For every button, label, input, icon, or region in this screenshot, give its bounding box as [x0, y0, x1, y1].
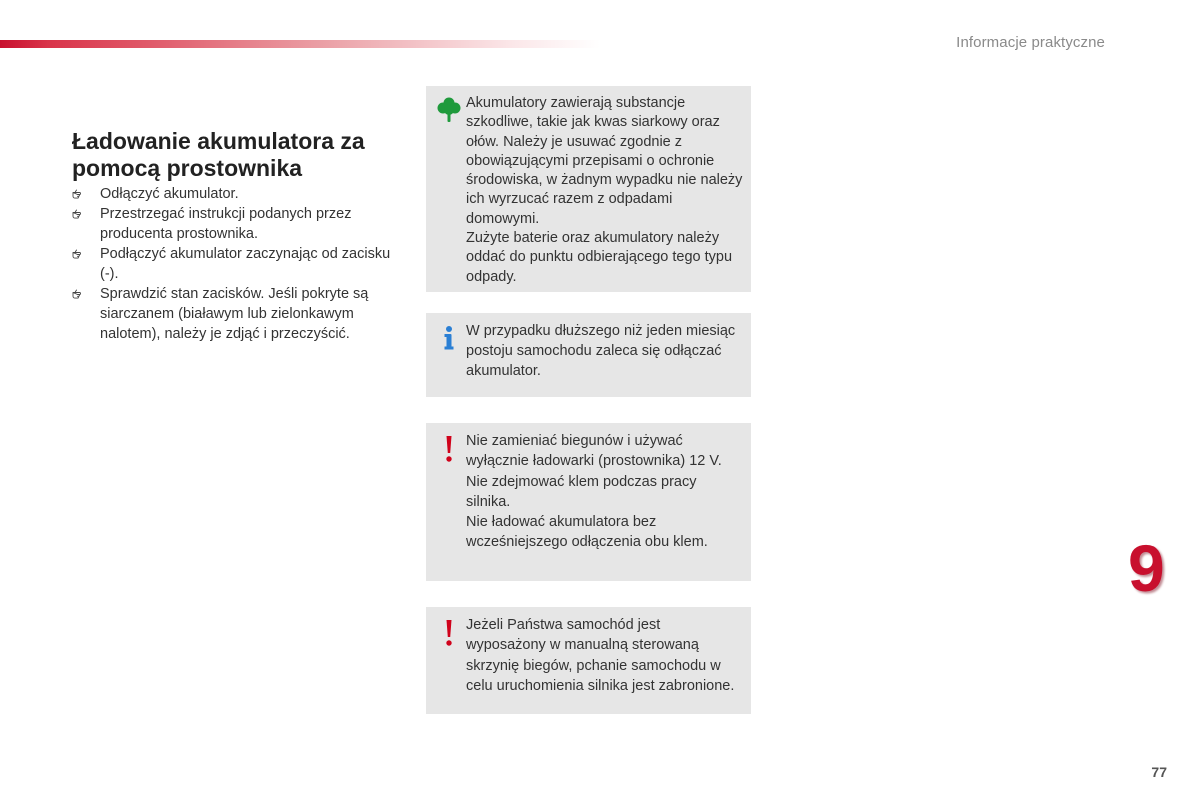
warning-note-paragraph: Nie zamieniać biegunów i używać wyłącznie ładowarki (prostownika) 12 V.: [466, 433, 722, 470]
procedure-step: [72, 184, 402, 204]
info-note: [426, 313, 751, 397]
pointing-hand-icon: [72, 288, 84, 300]
chapter-number: 9: [1128, 531, 1165, 605]
procedure-step-text: Przestrzegać instrukcji podanych przez producenta prostownika.: [100, 206, 352, 242]
exclamation-icon: [436, 619, 462, 649]
procedure-step-text: Podłączyć akumulator zaczynając od zacisku (-).: [100, 246, 391, 282]
environment-note-paragraph: Zużyte baterie oraz akumulatory należy oddać do punktu odbierającego tego typu odpady.: [466, 230, 733, 285]
header-accent-bar: [0, 40, 600, 48]
page-title-line2: pomocą prostownika: [72, 155, 303, 181]
procedure-step: [72, 284, 402, 344]
page-title-line1: Ładowanie akumulatora za: [72, 128, 365, 154]
tree-icon: [436, 96, 462, 126]
procedure-step-text: Odłączyć akumulator.: [100, 186, 239, 202]
info-note-text: W przypadku dłuższego niż jeden miesiąc postoju samochodu zaleca się odłączać akumulator.: [466, 323, 736, 379]
page-title: [72, 128, 412, 182]
procedure-steps: [72, 184, 402, 344]
environment-note-paragraph: Akumulatory zawierają substancje szkodliwe, takie jak kwas siarkowy oraz ołów. Należy je usuwać zgodnie z obowiązującymi przepisami o ochronie środowiska, w żadnym wypadku nie należy ich wyrzucać razem z odpadami domowymi.: [466, 95, 743, 227]
pointing-hand-icon: [72, 248, 84, 260]
warning-note-paragraph: Nie zdejmować klem podczas pracy silnika.: [466, 473, 697, 510]
exclamation-icon: [436, 435, 462, 465]
warning-note-polarity: [426, 423, 751, 581]
warning-note-paragraph: Nie ładować akumulatora bez wcześniejszego odłączenia obu klem.: [466, 514, 708, 551]
warning-note-push-start: [426, 607, 751, 714]
environment-note-text: [466, 94, 743, 287]
section-header: Informacje praktyczne: [956, 34, 1105, 51]
pointing-hand-icon: [72, 188, 84, 200]
warning-note-text: Jeżeli Państwa samochód jest wyposażony w manualną sterowaną skrzynię biegów, pchanie samochodu w celu uruchomienia silnika jest zabronione.: [466, 617, 735, 694]
page-number: 77: [1151, 764, 1167, 780]
procedure-step-text: Sprawdzić stan zacisków. Jeśli pokryte są siarczanem (białawym lub zielonkawym nalotem), należy je zdjąć i przeczyścić.: [100, 286, 369, 342]
environment-note: [426, 86, 751, 292]
procedure-step: [72, 204, 402, 244]
info-icon: [436, 325, 462, 355]
pointing-hand-icon: [72, 208, 84, 220]
warning-note-text: [466, 431, 743, 553]
procedure-step: [72, 244, 402, 284]
